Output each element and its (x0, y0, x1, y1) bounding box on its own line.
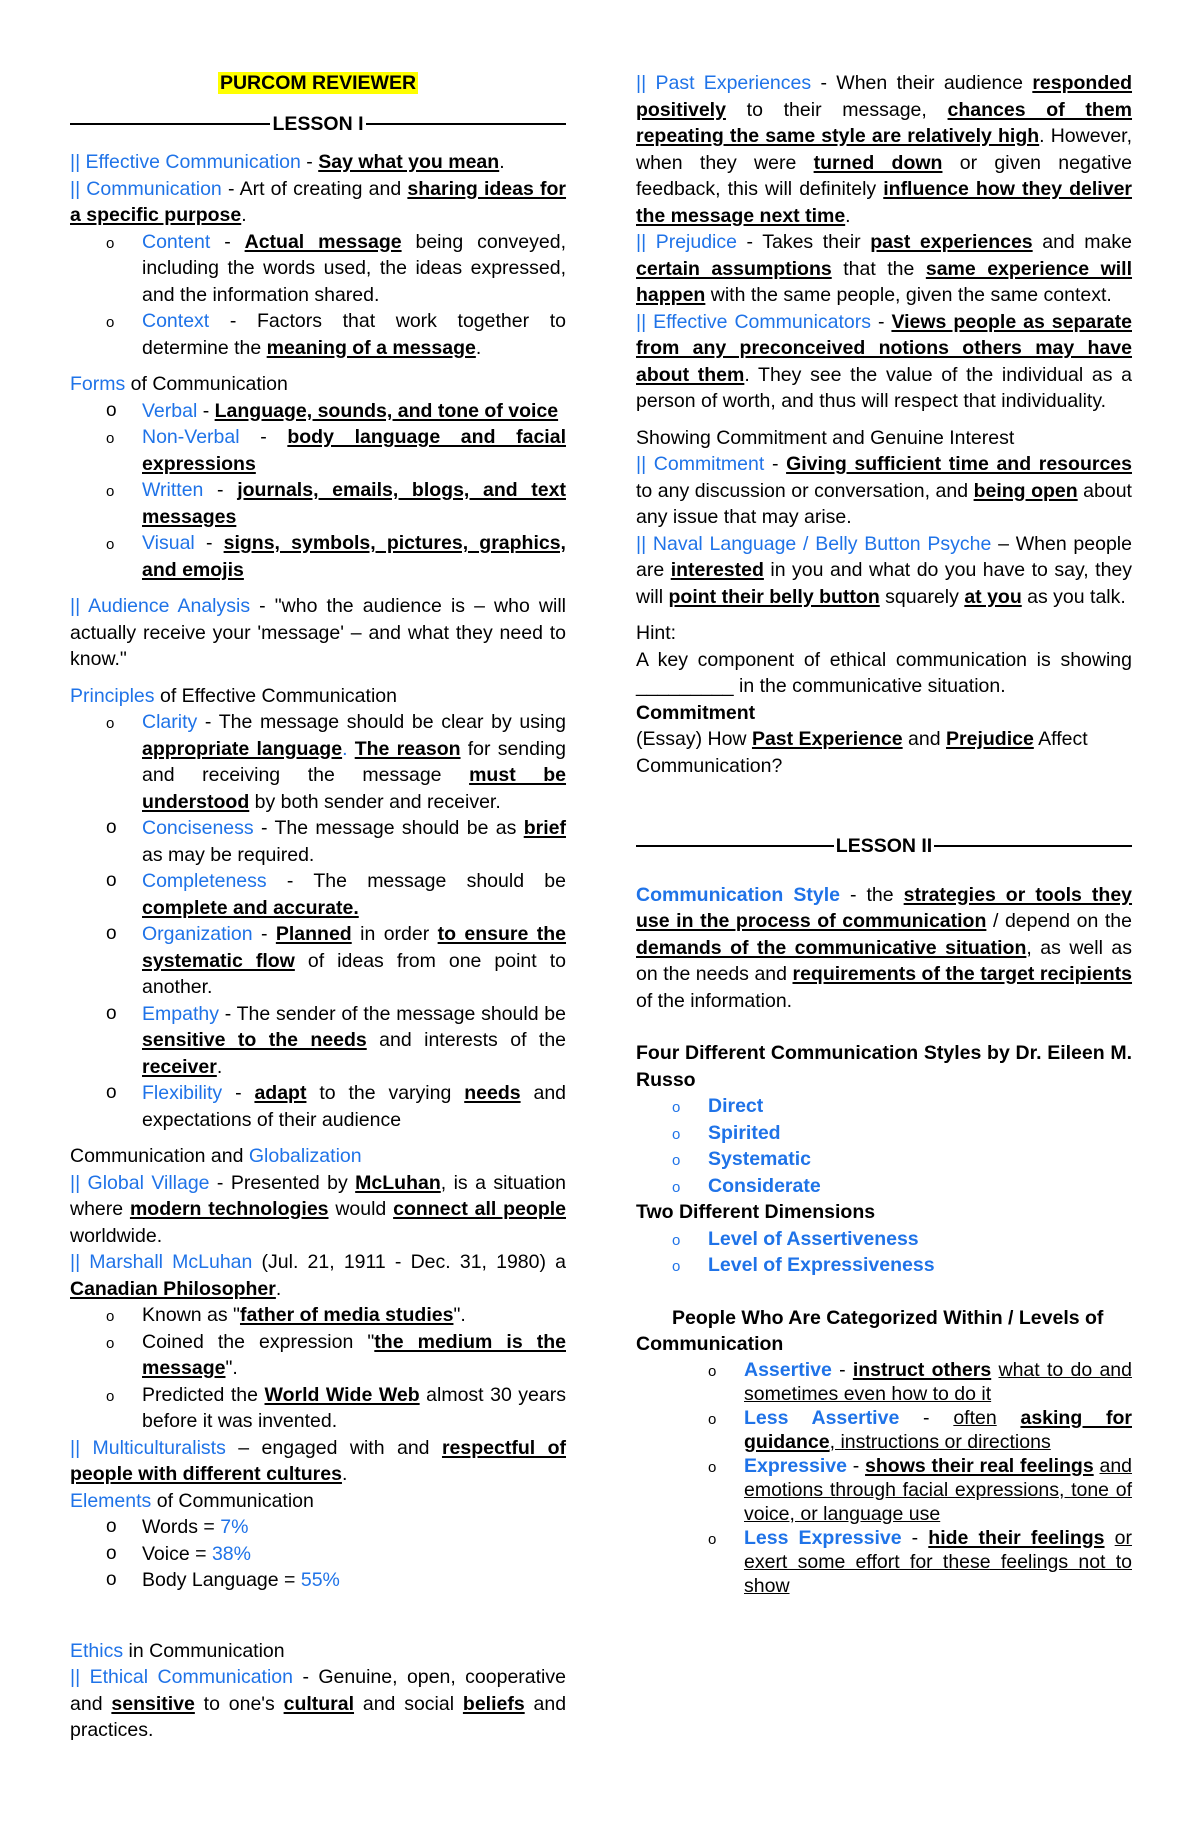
four-styles-heading: Four Different Communication Styles by Dr. Eileen M. Russo (636, 1042, 1132, 1091)
list-item: o Spirited (672, 1121, 781, 1144)
globalization-heading: Communication and Globalization (70, 1145, 362, 1167)
ethics-heading: Ethics in Communication (70, 1639, 285, 1662)
list-item: o Direct (672, 1095, 764, 1117)
forms-heading: Forms of Communication (70, 373, 288, 395)
communication-sublist (70, 229, 566, 362)
list-item: o Level of Expressiveness (672, 1254, 935, 1276)
list-item: o Considerate (672, 1174, 821, 1197)
global-village: || Global Village - Presented by McLuhan, is a situation where modern technologies would connect all people worldwide. (70, 1171, 566, 1247)
list-item: o Less Expressive - hide their feelings or exert some effort for these feelings not to show (708, 1526, 1132, 1597)
list-item: o Predicted the World Wide Web almost 30 years before it was invented. (106, 1383, 566, 1432)
essay-question: (Essay) How Past Experience and Prejudice Affect Communication? (636, 728, 1088, 777)
list-item: o Systematic (672, 1148, 811, 1170)
list-item: o Conciseness - The message should be as brief as may be required. (106, 817, 566, 866)
communication-def: || Communication - Art of creating and sharing ideas for a specific purpose. (70, 177, 567, 226)
communication-style: Communication Style - the strategies or tools they use in the process of communication / depend on the demands of the communicative situation, as well as on the needs and requirements of the target recipients of the information. (636, 883, 1133, 1012)
elements-list (70, 1514, 566, 1594)
list-item: o Content - Actual message being conveyed, including the words used, the ideas expressed, and the information shared. (106, 230, 566, 306)
list-item: o Written - journals, emails, blogs, and text messages (106, 479, 566, 528)
lesson-1-header: LESSON I (70, 111, 566, 138)
list-item: o Empathy - The sender of the message should be sensitive to the needs and interests of the receiver. (106, 1002, 567, 1078)
principles-heading: Principles of Effective Communication (70, 684, 397, 707)
styles-list (636, 1093, 1132, 1199)
hint-question: A key component of ethical communication is showing _________ in the communicative situation. (636, 648, 1132, 697)
hint-answer: Commitment (636, 701, 756, 724)
elements-heading: Elements of Communication (70, 1489, 314, 1512)
list-item: o Body Language = 55% (106, 1569, 340, 1591)
list-item: o Assertive - instruct others what to do and sometimes even how to do it (708, 1358, 1132, 1405)
list-item: o Voice = 38% (106, 1542, 251, 1565)
right-column (636, 70, 1132, 1598)
list-item: o Visual - signs, symbols, pictures, graphics, and emojis (106, 532, 566, 581)
commitment: || Commitment - Giving sufficient time and resources to any discussion or conversation, and being open about any issue that may arise. (636, 453, 1132, 528)
showing-commitment-heading: Showing Commitment and Genuine Interest (636, 426, 1015, 449)
effective-communication-def: || Effective Communication - Say what you mean. (70, 151, 505, 173)
list-item: o Expressive - shows their real feelings and emotions through facial expressions, tone of voice, or language use (708, 1454, 1133, 1525)
audience-analysis: || Audience Analysis - "who the audience is – who will actually receive your 'message' – and what they need to know." (70, 595, 566, 670)
list-item: o Verbal - Language, sounds, and tone of voice (106, 399, 559, 422)
list-item: o Coined the expression "the medium is the message". (106, 1330, 566, 1379)
dimensions-list (636, 1226, 1132, 1279)
lesson-2-header: LESSON II (636, 833, 1132, 860)
list-item: o Organization - Planned in order to ensure the systematic flow of ideas from one point to another. (106, 923, 567, 998)
people-heading: People Who Are Categorized Within / Levels of Communication (636, 1306, 1104, 1355)
naval-language: || Naval Language / Belly Button Psyche – When people are interested in you and what do you have to say, they will point their belly button squarely at you as you talk. (636, 532, 1133, 608)
forms-list (70, 398, 566, 584)
list-item: o Non-Verbal - body language and facial expressions (106, 426, 566, 475)
list-item: o Completeness - The message should be complete and accurate. (106, 870, 566, 919)
people-list (636, 1358, 1132, 1598)
two-dimensions-heading: Two Different Dimensions (636, 1201, 876, 1223)
multiculturalists: || Multiculturalists – engaged with and respectful of people with different cultures. (70, 1436, 566, 1485)
list-item: o Context - Factors that work together to determine the meaning of a message. (106, 310, 566, 359)
mcluhan-list (70, 1302, 566, 1435)
doc-title: PURCOM REVIEWER (219, 72, 417, 94)
prejudice: || Prejudice - Takes their past experiences and make certain assumptions that the same experience will happen with the same people, given the same context. (636, 231, 1133, 306)
past-experiences: || Past Experiences - When their audience responded positively to their message, chances of them repeating the same style are relatively high. However, when they were turned down or given negative feedback, this will definitely influence how they deliver the message next time. (636, 72, 1133, 227)
list-item: o Known as "father of media studies". (106, 1304, 466, 1326)
list-item: o Clarity - The message should be clear by using appropriate language. The reason for sending and receiving the message must be understood by both sender and receiver. (106, 711, 567, 813)
left-column (70, 70, 566, 1744)
list-item: o Flexibility - adapt to the varying needs and expectations of their audience (106, 1082, 567, 1131)
effective-communicators: || Effective Communicators - Views people as separate from any preconceived notions others may have about them. They see the value of the individual as a person of worth, and thus will respect that individuality. (636, 310, 1132, 412)
principles-list (70, 709, 566, 1133)
list-item: o Level of Assertiveness (672, 1227, 919, 1250)
marshall-mcluhan: || Marshall McLuhan (Jul. 21, 1911 - Dec. 31, 1980) a Canadian Philosopher. (70, 1251, 567, 1300)
ethical-communication: || Ethical Communication - Genuine, open, cooperative and sensitive to one's cultural and social beliefs and practices. (70, 1666, 567, 1741)
list-item: o Words = 7% (106, 1516, 249, 1538)
list-item: o Less Assertive - often asking for guidance, instructions or directions (708, 1406, 1132, 1453)
hint-label: Hint: (636, 622, 677, 644)
